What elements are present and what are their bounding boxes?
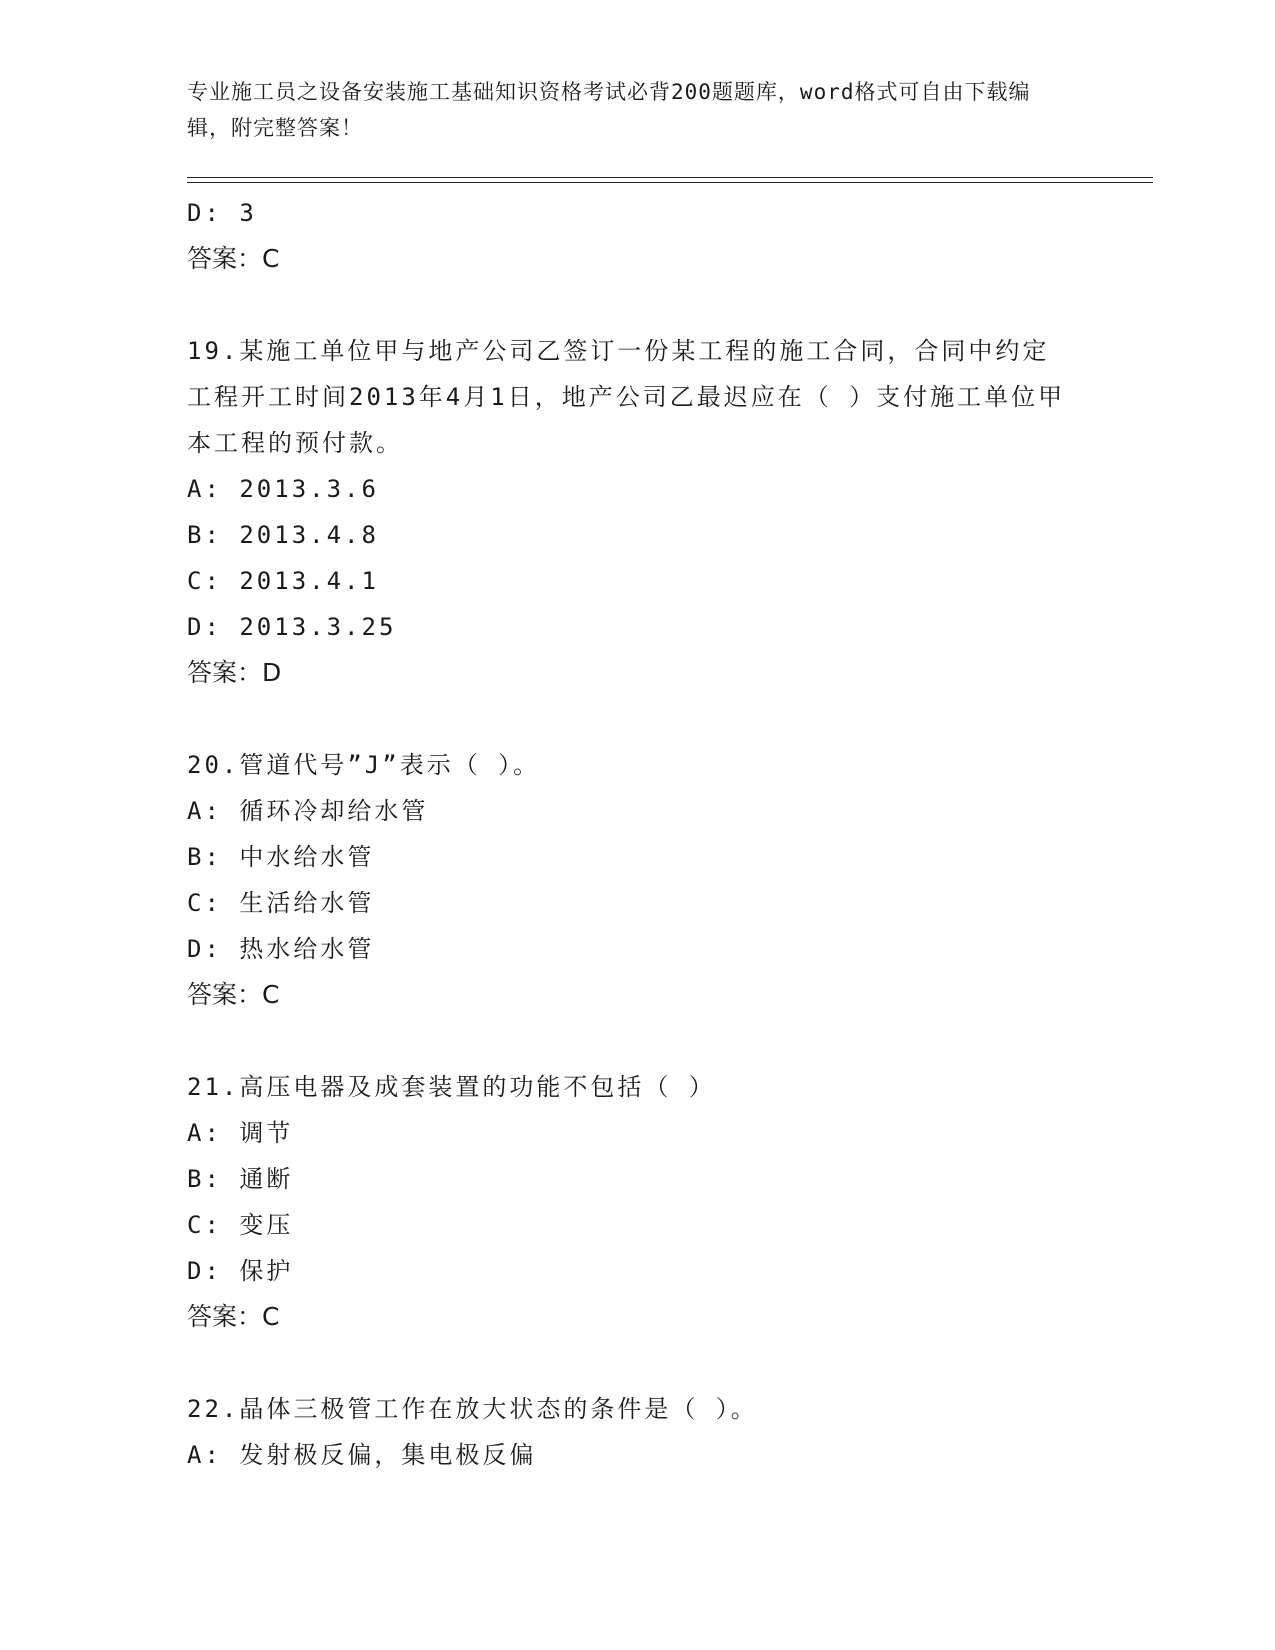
option-b: B: 中水给水管	[187, 843, 375, 871]
answer-line: 答案：D	[187, 658, 282, 687]
option-d: D: 3	[187, 199, 257, 227]
question-20	[187, 742, 1087, 1018]
option-c: C: 生活给水管	[187, 889, 375, 917]
option-a: A: 调节	[187, 1119, 294, 1147]
option-c: C: 变压	[187, 1211, 294, 1239]
answer-line: 答案：C	[187, 1302, 280, 1331]
question-text: 22.晶体三极管工作在放大状态的条件是（ ）。	[187, 1395, 758, 1423]
previous-question-tail	[187, 190, 1087, 282]
question-19	[187, 328, 1087, 696]
page-header-title: 专业施工员之设备安装施工基础知识资格考试必背200题题库，word格式可自由下载编辑，附完整答案！	[187, 80, 1031, 140]
document-body	[187, 190, 1087, 1478]
option-a: A: 发射极反偏，集电极反偏	[187, 1441, 537, 1469]
question-text: 20.管道代号”J”表示（ ）。	[187, 751, 541, 779]
question-21	[187, 1064, 1087, 1340]
option-d: D: 2013.3.25	[187, 613, 397, 641]
answer-line: 答案：C	[187, 980, 280, 1009]
option-b: B: 2013.4.8	[187, 521, 379, 549]
question-text: 21.高压电器及成套装置的功能不包括（ ）	[187, 1073, 716, 1101]
option-d: D: 保护	[187, 1257, 294, 1285]
answer-line: 答案：C	[187, 244, 280, 273]
option-d: D: 热水给水管	[187, 935, 375, 963]
option-b: B: 通断	[187, 1165, 294, 1193]
option-a: A: 循环冷却给水管	[187, 797, 429, 825]
question-text: 19.某施工单位甲与地产公司乙签订一份某工程的施工合同，合同中约定工程开工时间2013年4月1日，地产公司乙最迟应在（ ）支付施工单位甲本工程的预付款。	[187, 337, 1066, 457]
header-divider-bottom	[187, 182, 1153, 183]
option-a: A: 2013.3.6	[187, 475, 379, 503]
option-c: C: 2013.4.1	[187, 567, 379, 595]
question-22	[187, 1386, 1087, 1478]
header-divider-top	[187, 177, 1153, 178]
